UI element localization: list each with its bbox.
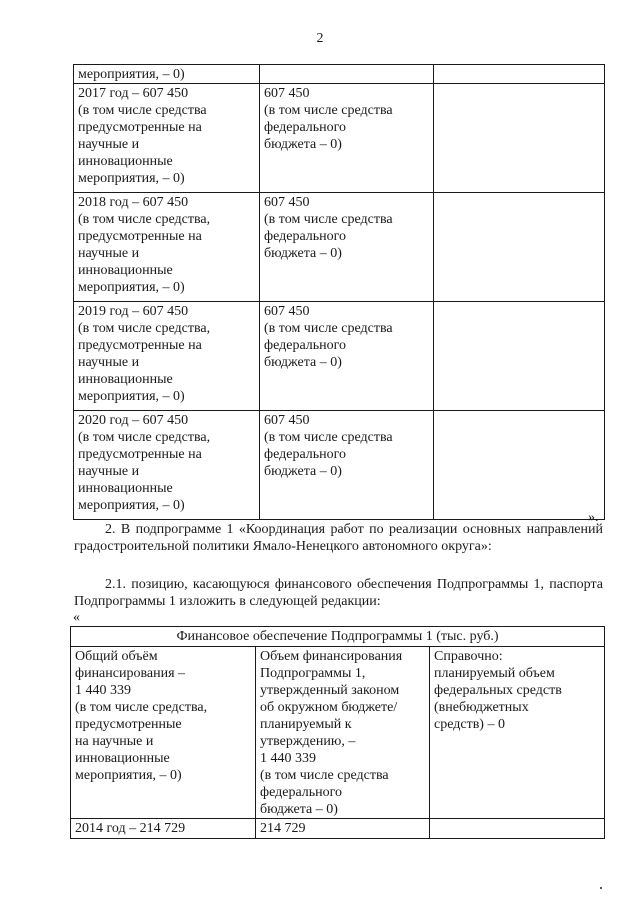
table-cell (434, 302, 605, 411)
cell-text-line: утверждению, – (260, 734, 356, 749)
cell-text-line: федерального (264, 447, 347, 462)
table-cell (260, 65, 434, 84)
table-cell (430, 819, 605, 839)
cell-text-line: (в том числе средства (264, 430, 393, 445)
table-cell (260, 302, 434, 411)
cell-text-line: мероприятия, – 0) (78, 171, 185, 186)
cell-text-line: бюджета – 0) (264, 246, 342, 261)
cell-text-line: 607 450 (264, 413, 310, 428)
table-row (71, 647, 605, 819)
cell-text-line: (в том числе средства (264, 103, 393, 118)
scan-artifact (600, 887, 602, 889)
funding-table-continuation (73, 64, 605, 520)
table-cell: мероприятия, – 0) (74, 65, 260, 84)
cell-text-line: предусмотренные (75, 717, 182, 732)
paragraph-number: 2. В (105, 522, 131, 537)
cell-text-line: научные и (78, 246, 140, 261)
cell-text-line: 607 450 (264, 86, 310, 101)
cell-text-line: предусмотренные на (78, 120, 202, 135)
page-number: 2 (316, 31, 324, 46)
cell-text-line: федеральных средств (434, 683, 562, 698)
table-cell (260, 193, 434, 302)
paragraph-text: подпрограмме 1 «Координация работ по реализации основных направлений градостроительной политики Ямало-Ненецкого автономного округа»: (74, 522, 604, 554)
total-funding-cell (71, 647, 256, 819)
table-cell (434, 193, 605, 302)
cell-text-line: на научные и (75, 734, 154, 749)
table-cell (434, 65, 605, 84)
table-cell (74, 411, 260, 520)
paragraph-2 (74, 521, 603, 555)
table-cell: 214 729 (256, 819, 430, 839)
cell-text-line: (в том числе средства (78, 103, 207, 118)
table-row (74, 65, 605, 84)
cell-text-line: предусмотренные на (78, 338, 202, 353)
cell-text-line: Справочно: (434, 649, 503, 664)
cell-text-line: Объем финансирования (260, 649, 403, 664)
cell-text-line: мероприятия, – 0) (78, 280, 185, 295)
cell-text-line: федерального (264, 338, 347, 353)
cell-text-line: 2020 год – 607 450 (78, 413, 189, 428)
cell-text-line: бюджета – 0) (264, 464, 342, 479)
cell-text-line: 1 440 339 (260, 751, 316, 766)
cell-text-line: 2017 год – 607 450 (78, 86, 189, 101)
cell-text-line: (в том числе средства, (78, 430, 211, 445)
cell-text-line: об окружном бюджете/ (260, 700, 398, 715)
table-cell (260, 84, 434, 193)
table-row-year-2020 (74, 411, 605, 520)
reference-cell (430, 647, 605, 819)
cell-text-line: (в том числе средства, (78, 212, 211, 227)
cell-text-line: (в том числе средства (264, 321, 393, 336)
cell-text-line: инновационные (78, 372, 173, 387)
cell-text-line: мероприятия, – 0) (75, 768, 182, 783)
table-row-year-2019 (74, 302, 605, 411)
cell-text-line: научные и (78, 355, 140, 370)
table-cell (74, 302, 260, 411)
cell-text-line: инновационные (75, 751, 170, 766)
cell-text-line: средств) – 0 (434, 717, 505, 732)
financial-support-table (70, 626, 605, 839)
cell-text-line: 2018 год – 607 450 (78, 195, 189, 210)
cell-text-line: 607 450 (264, 195, 310, 210)
cell-text-line: 607 450 (264, 304, 310, 319)
cell-text-line: научные и (78, 464, 140, 479)
cell-text-line: предусмотренные на (78, 229, 202, 244)
cell-text-line: планируемый к (260, 717, 352, 732)
opening-quote: « (73, 610, 80, 625)
cell-text-line: (в том числе средства, (78, 321, 211, 336)
cell-text-line: (в том числе средства (260, 768, 389, 783)
table-row-year-2014 (71, 819, 605, 839)
cell-text-line: федерального (264, 229, 347, 244)
table-cell (434, 84, 605, 193)
cell-text-line: (в том числе средства (264, 212, 393, 227)
table-cell (74, 84, 260, 193)
table-cell: 2014 год – 214 729 (71, 819, 256, 839)
paragraph-text: позицию, касающуюся финансового обеспечения Подпрограммы 1, паспорта Подпрограммы 1 изложить в следующей редакции: (74, 577, 603, 609)
cell-text-line: утвержденный законом (260, 683, 400, 698)
cell-text-line: (внебюджетных (434, 700, 529, 715)
cell-text-line: мероприятия, – 0) (78, 498, 185, 513)
cell-text-line: Общий объём (75, 649, 158, 664)
cell-text-line: предусмотренные на (78, 447, 202, 462)
paragraph-2-1 (74, 576, 603, 610)
cell-text-line: финансирования – (75, 666, 186, 681)
table-cell (260, 411, 434, 520)
cell-text-line: Подпрограммы 1, (260, 666, 366, 681)
approved-funding-cell (256, 647, 430, 819)
cell-text-line: мероприятия, – 0) (78, 389, 185, 404)
cell-text-line: инновационные (78, 481, 173, 496)
table-row-year-2017 (74, 84, 605, 193)
paragraph-number: 2.1. (105, 577, 126, 592)
table-row-year-2018 (74, 193, 605, 302)
cell-text-line: федерального (264, 120, 347, 135)
cell-text-line: инновационные (78, 154, 173, 169)
table-cell (434, 411, 605, 520)
cell-text-line: бюджета – 0) (264, 137, 342, 152)
table-header: Финансовое обеспечение Подпрограммы 1 (тыс. руб.) (71, 627, 605, 647)
cell-text-line: планируемый объем (434, 666, 555, 681)
cell-text-line: инновационные (78, 263, 173, 278)
table-header-row (71, 627, 605, 647)
closing-quote: ». (588, 510, 599, 525)
cell-text-line: бюджета – 0) (260, 802, 338, 817)
cell-text-line: бюджета – 0) (264, 355, 342, 370)
cell-text-line: научные и (78, 137, 140, 152)
table-cell (74, 193, 260, 302)
cell-text-line: федерального (260, 785, 343, 800)
cell-text-line: 2019 год – 607 450 (78, 304, 189, 319)
cell-text-line: (в том числе средства, (75, 700, 208, 715)
cell-text-line: 1 440 339 (75, 683, 131, 698)
